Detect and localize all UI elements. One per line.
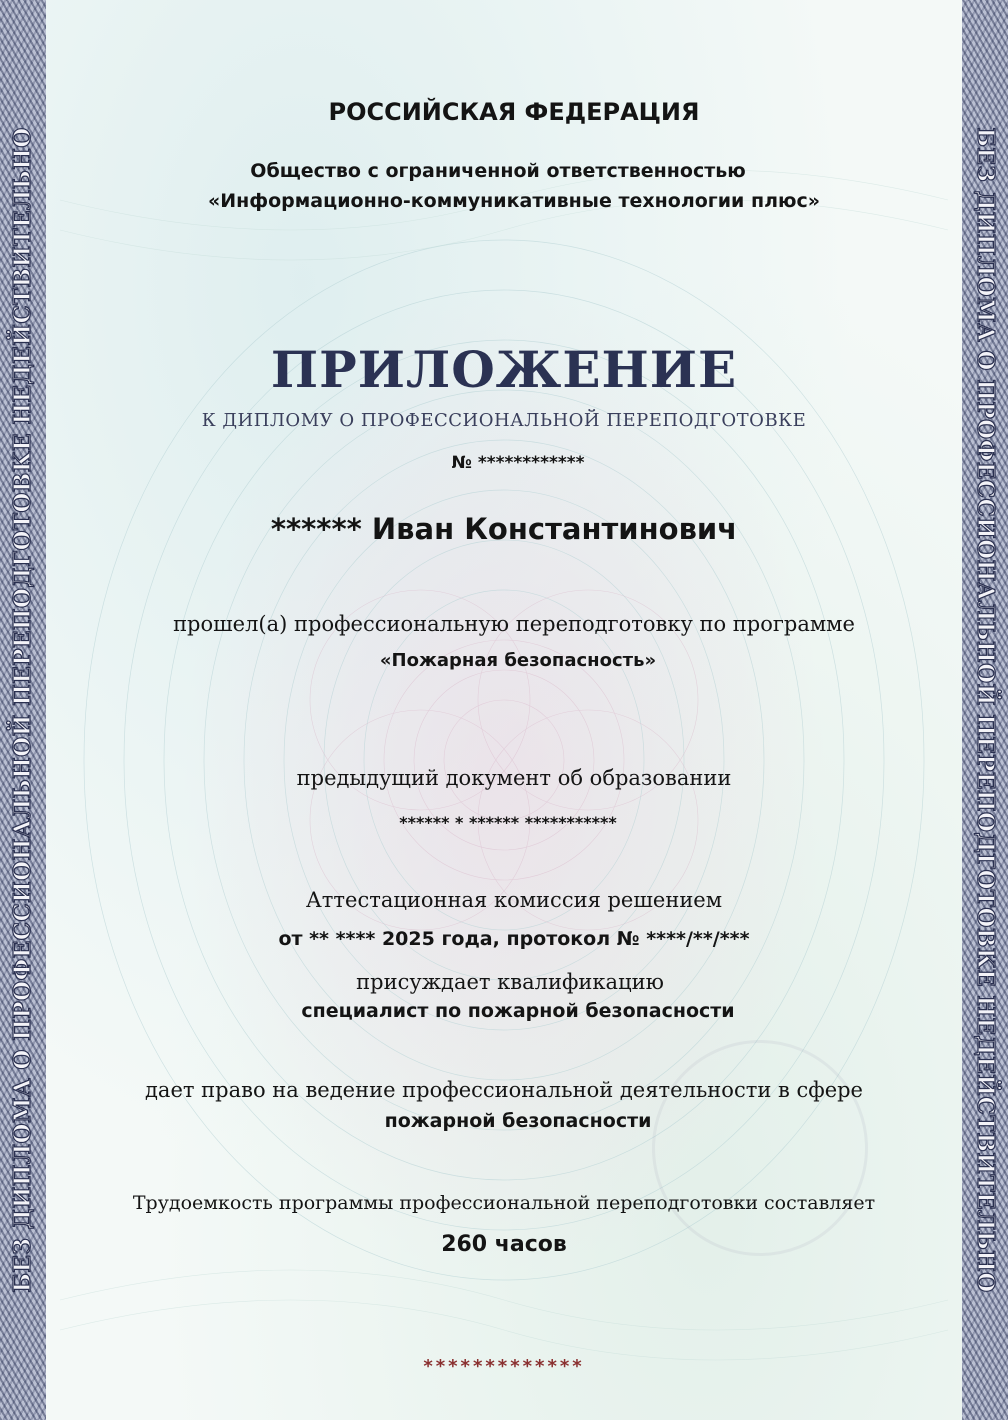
qualification-awards-label: присуждает квалификацию <box>356 970 664 994</box>
commission-label: Аттестационная комиссия решением <box>305 888 723 912</box>
right-border-text: БЕЗ ДИПЛОМА О ПРОФЕССИОНАЛЬНОЙ ПЕРЕПОДГОТОВКЕ НЕДЕЙСТВИТЕЛЬНО <box>972 127 999 1293</box>
workload-hours: 260 часов <box>441 1232 567 1257</box>
program-intro: прошел(а) профессиональную переподготовку по программе <box>173 612 855 636</box>
qualification-value: специалист по пожарной безопасности <box>301 1000 735 1022</box>
left-border-text: БЕЗ ДИПЛОМА О ПРОФЕССИОНАЛЬНОЙ ПЕРЕПОДГОТОВКЕ НЕДЕЙСТВИТЕЛЬНО <box>9 127 36 1293</box>
rights-field: пожарной безопасности <box>384 1110 652 1132</box>
previous-document-value: ****** * ****** *********** <box>399 813 617 832</box>
organization-line-1: Общество с ограниченной ответственностью <box>250 160 746 182</box>
commission-decision: от ** **** 2025 года, протокол № ****/**/*** <box>278 928 750 950</box>
previous-document-label: предыдущий документ об образовании <box>296 766 732 790</box>
document-title: ПРИЛОЖЕНИЕ <box>270 340 738 399</box>
organization-line-2: «Информационно-коммуникативные технологии плюс» <box>207 190 821 212</box>
workload-label: Трудоемкость программы профессиональной переподготовки составляет <box>132 1192 876 1214</box>
rights-label: дает право на ведение профессиональной деятельности в сфере <box>145 1078 863 1102</box>
holder-full-name: ****** Иван Константинович <box>270 512 738 546</box>
document-number: № ************ <box>451 453 585 473</box>
program-name: «Пожарная безопасность» <box>379 650 657 671</box>
faint-seal <box>652 1040 868 1256</box>
footer-registration-stars: ************* <box>423 1356 585 1377</box>
country-heading: РОССИЙСКАЯ ФЕДЕРАЦИЯ <box>328 98 700 126</box>
document-subtitle: К ДИПЛОМУ О ПРОФЕССИОНАЛЬНОЙ ПЕРЕПОДГОТОВКЕ <box>201 410 807 431</box>
